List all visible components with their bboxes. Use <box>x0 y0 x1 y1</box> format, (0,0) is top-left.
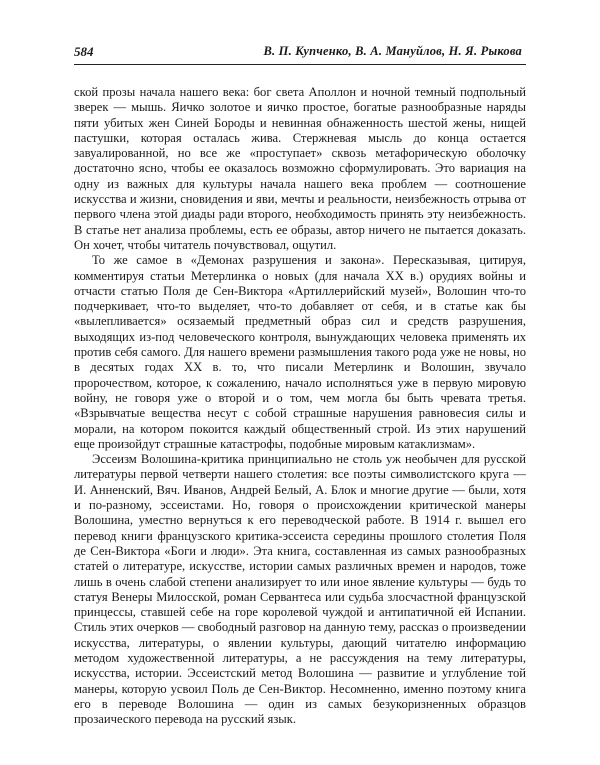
page-number: 584 <box>74 44 94 59</box>
book-page <box>74 44 526 727</box>
body-text <box>74 85 526 727</box>
paragraph-2: То же самое в «Демонах разрушения и закона». Пересказывая, цитируя, комментируя статьи Метерлинка о новых (для начала XX в.) орудиях войны и отчасти статью Поля де Сен-Виктора «Артиллерийский музей», Волошин что-то подчеркивает, что-то выделяет, что-то добавляет от себя, и в статье как бы «вылепливается» осязаемый предметный образ сил и средств разрушения, выходящих из-под человеческого контроля, вынуждающих человека применять их против себя самого. Для нашего времени размышления такого рода уже не новы, но в десятых годах XX в. то, что писали Метерлинк и Волошин, звучало пророчеством, которое, к сожалению, начало исполняться уже в первую мировую войну, не говоря уже о второй и о том, чем могла бы быть чревата третья. «Взрывчатые вещества несут с собой страшные нарушения равновесия силы и морали, на котором покоится каждый общественный строй. Из этих нарушений еще произойдут страшные катастрофы, подобные мировым катаклизмам». <box>74 253 526 451</box>
running-head: В. П. Купченко, В. А. Мануйлов, Н. Я. Рыкова <box>263 44 522 58</box>
paragraph-3: Эссеизм Волошина-критика принципиально не столь уж необычен для русской литературы первой четверти нашего столетия: все поэты символистского круга — И. Анненский, Вяч. Иванов, Андрей Белый, А. Блок и многие другие — были, хотя и по-разному, эссеистами. Но, говоря о происхождении критической манеры Волошина, уместно вернуться к его переводческой работе. В 1914 г. вышел его перевод книги французского критика-эссеиста середины прошлого столетия Поля де Сен-Виктора «Боги и люди». Эта книга, составленная из самых разнообразных статей о литературе, искусстве, истории самых различных времен и народов, тоже лишь в очень слабой степени анализирует то или иное явление культуры — будь то статуя Венеры Милосской, роман Сервантеса или судьба злосчастной французской принцессы, ставшей себе на горе королевой чуждой и антипатичной ей Испании. Стиль этих очерков — свободный разговор на данную тему, рассказ о произведении искусства, литературы, о явлении культуры, дающий читателю информацию методом художественной литературы, а не рассуждения на тему литературы, искусства, истории. Эссеистский метод Волошина — развитие и углубление той манеры, которую усвоил Поль де Сен-Виктор. Несомненно, именно поэтому книга его в переводе Волошина — один из самых безукоризненных образцов прозаического перевода на русский язык. <box>74 452 526 727</box>
page-header <box>74 44 526 65</box>
paragraph-1: ской прозы начала нашего века: бог света Аполлон и ночной темный подпольный зверек — мышь. Яичко золотое и яичко простое, богатые разнообразные наряды пяти убитых жен Синей Бороды и невинная обнаженность шестой жены, нищей пастушки, которая осталась жива. Стержневая мысль до конца остается завуалированной, но все же «проступает» сквозь метафорическую оболочку достаточно ясно, чтобы ее оказалось возможно сформулировать. Это вариация на одну из важных для культуры начала нашего века проблем — соотношение искусства и жизни, сновидения и яви, мечты и реальности, неизбежность отрыва от первого члена этой диады ради второго, необходимость принять эту неизбежность. В статье нет анализа проблемы, есть ее образы, автор ничего не пытается доказать. Он хочет, чтобы читатель почувствовал, ощутил. <box>74 85 526 252</box>
